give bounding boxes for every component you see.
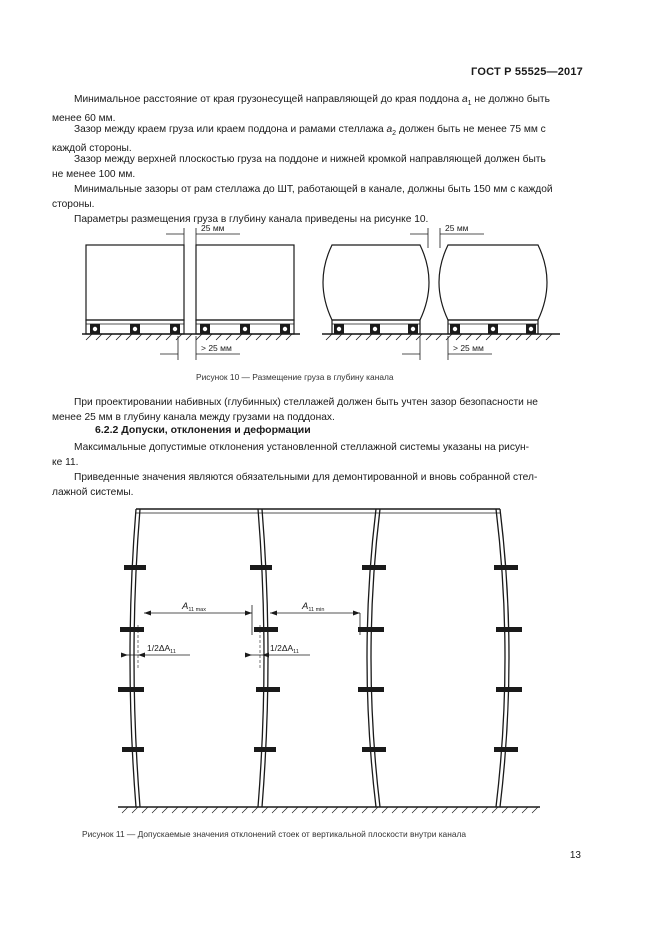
text: При проектировании набивных (глубинных) стеллажей должен быть учтен зазор безопасности не [74,397,538,408]
text: Зазор между краем груза или краем поддона и рамами стеллажа [74,124,387,135]
gap-label-top-left: 25 мм [201,223,225,233]
text: стороны. [52,199,95,210]
label-a11-max [181,601,206,613]
text: не должно быть [471,94,550,105]
sub: 2 [392,130,397,138]
text: лажной системы. [52,487,134,498]
figure-10-caption: Рисунок 10 — Размещение груза в глубину канала [196,372,394,382]
text: Минимальное расстояние от края грузонесущей направляющей до края поддона [74,94,462,105]
text: не менее 100 мм. [52,169,136,180]
section-number: 6.2.2 [95,424,119,436]
figure-10-drawing [0,0,661,380]
label-sub: 11 [293,649,299,655]
label-sub: 11 min [308,607,325,613]
text: менее 25 мм в глубину канала между грузами на поддонах. [52,412,335,423]
figure-11-drawing [0,495,661,825]
label-main: 1/2ΔA [147,643,171,653]
var: a [386,124,393,135]
label-half-delta-left [147,643,176,655]
var: a [461,94,468,105]
label-sub: 11 [170,649,176,655]
label-a11-min [301,601,324,613]
gap-label-top-right: 25 мм [445,223,469,233]
text: Зазор между верхней плоскостью груза на поддоне и нижней кромкой направляющей должен быть [74,154,546,165]
figure-11-caption: Рисунок 11 — Допускаемые значения отклонений стоек от вертикальной плоскости внутри канала [82,829,467,839]
text: менее 60 мм. [52,113,116,125]
text: Приведенные значения являются обязательными для демонтированной и вновь собранной стел- [74,472,538,483]
text: должен быть не менее 75 мм с [396,124,546,135]
text: каждой стороны. [52,143,132,155]
text: Максимальные допустимые отклонения установленной стеллажной системы указаны на рисун- [74,442,530,453]
gap-label-bottom-left: > 25 мм [201,343,232,353]
text: ке 11. [52,457,79,468]
section-title: Допуски, отклонения и деформации [121,424,311,436]
sub: 1 [467,100,472,108]
label-half-delta-right [270,643,299,655]
label-main: A [182,601,189,612]
text: Параметры размещения груза в глубину канала приведены на рисунке 10. [74,214,429,225]
gap-label-bottom-right: > 25 мм [453,343,484,353]
page-number: 13 [569,850,581,861]
paragraph-max-deviation [52,440,584,470]
text: Минимальные зазоры от рам стеллажа до ШТ, работающей в канале, должны быть 150 мм с каждой [74,184,553,195]
label-main: A [302,601,309,612]
section-heading [95,424,311,436]
label-sub: 11 max [188,607,206,613]
paragraph-safety-gap [52,395,584,425]
document-id: ГОСТ Р 55525—2017 [471,66,583,78]
label-main: 1/2ΔA [270,643,294,653]
